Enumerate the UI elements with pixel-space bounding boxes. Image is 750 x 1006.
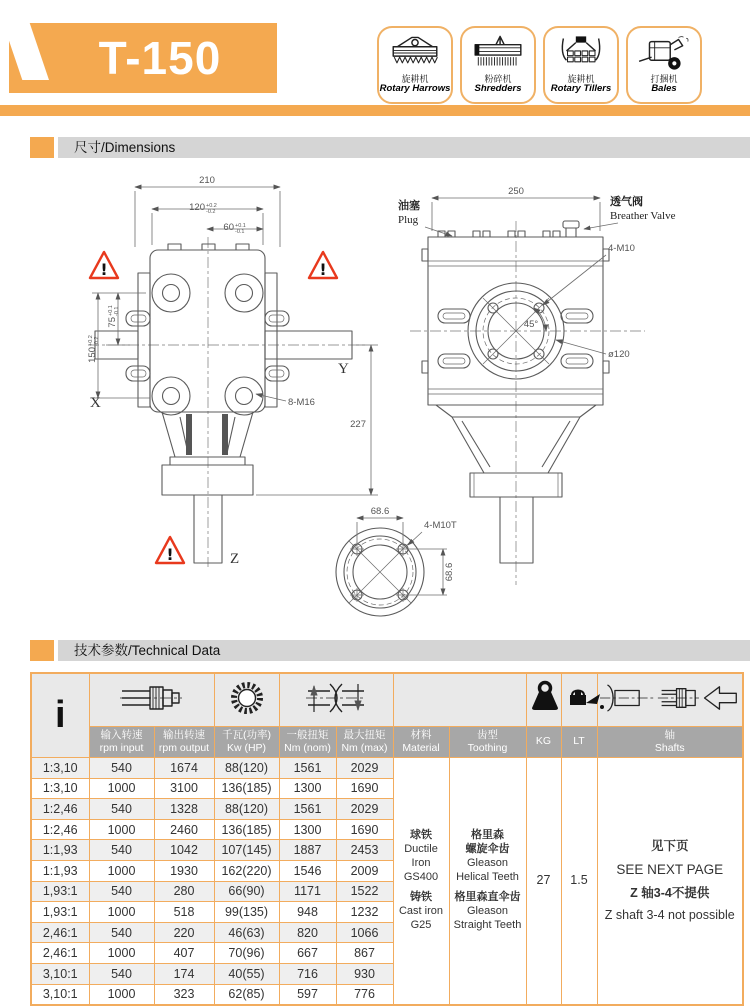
- dimensions-section-title: 尺寸/Dimensions: [58, 137, 750, 158]
- technical-data-table-wrap: [30, 672, 744, 1006]
- model-title: T-150: [98, 32, 222, 84]
- torque-icon: [304, 678, 368, 718]
- table-cell: 540: [89, 922, 154, 943]
- table-cell: 99(135): [214, 902, 279, 923]
- col-kw-hp: 千瓦(功率) Kw (HP): [214, 727, 279, 758]
- table-cell: 2460: [154, 819, 214, 840]
- dimension-drawings: [0, 165, 750, 635]
- table-row: [31, 758, 743, 779]
- application-bales: [626, 26, 702, 104]
- front-bolt-span-dim: [189, 202, 217, 215]
- col-rpm-input: 输入转速 rpm input: [89, 727, 154, 758]
- table-cell: 1232: [336, 902, 393, 923]
- table-cell: 1546: [279, 860, 336, 881]
- front-bolt-label: 8-M16: [288, 397, 315, 408]
- table-cell: 3,10:1: [31, 963, 89, 984]
- table-cell: 1328: [154, 799, 214, 820]
- table-cell: 88(120): [214, 758, 279, 779]
- table-cell: 820: [279, 922, 336, 943]
- table-cell: 1:3,10: [31, 758, 89, 779]
- table-cell: 88(120): [214, 799, 279, 820]
- table-cell: 1300: [279, 819, 336, 840]
- table-cell: 1042: [154, 840, 214, 861]
- plug-label-en: Plug: [398, 214, 419, 226]
- col-lt: LT: [561, 727, 597, 758]
- table-cell: 1930: [154, 860, 214, 881]
- application-rotary-harrows: [377, 26, 453, 104]
- breather-label-zh: 透气阀: [610, 196, 643, 208]
- table-cell: 46(63): [214, 922, 279, 943]
- col-toothing: 齿型 Toothing: [449, 727, 526, 758]
- axis-x-label: X: [90, 395, 101, 411]
- table-cell: 930: [336, 963, 393, 984]
- svg-text:-0.1: -0.1: [235, 228, 245, 235]
- table-cell: 1000: [89, 943, 154, 964]
- torque-icon-cell: [279, 673, 393, 727]
- table-cell: 2,46:1: [31, 943, 89, 964]
- svg-text:+0.2: +0.2: [87, 335, 94, 346]
- technical-data-table: [30, 672, 744, 1006]
- oil-icon-cell: [561, 673, 597, 727]
- section-square-marker: [30, 640, 54, 661]
- table-cell: 1:2,46: [31, 819, 89, 840]
- svg-text:-0.2: -0.2: [206, 208, 216, 215]
- svg-text:-0.2: -0.2: [93, 336, 100, 346]
- table-cell: 323: [154, 984, 214, 1005]
- axis-y-label: Y: [338, 361, 349, 377]
- breather-label-en: Breather Valve: [610, 210, 676, 222]
- rotary-tiller-icon: [553, 33, 609, 73]
- table-cell: 1887: [279, 840, 336, 861]
- svg-text:60: 60: [223, 222, 234, 233]
- technical-section-title: 技术参数/Technical Data: [58, 640, 750, 661]
- accent-bar: [0, 105, 750, 116]
- kg-cell: 27: [526, 758, 561, 1006]
- svg-text:75: 75: [107, 317, 118, 328]
- table-cell: 597: [279, 984, 336, 1005]
- table-cell: 1066: [336, 922, 393, 943]
- table-cell: 1300: [279, 778, 336, 799]
- table-label-row: [31, 727, 743, 758]
- baler-icon: [636, 33, 692, 73]
- table-cell: 1561: [279, 799, 336, 820]
- warning-exclamation: !: [319, 260, 327, 279]
- flange-diameter-label: ø120: [608, 349, 630, 360]
- table-cell: 1171: [279, 881, 336, 902]
- front-view-drawing: [87, 175, 378, 567]
- table-icon-row: [31, 673, 743, 727]
- table-cell: 407: [154, 943, 214, 964]
- table-cell: 2453: [336, 840, 393, 861]
- ratio-corner-header: i: [31, 673, 89, 758]
- side-angle-label: 45°: [523, 319, 539, 330]
- table-cell: 518: [154, 902, 214, 923]
- table-cell: 1000: [89, 984, 154, 1005]
- svg-text:+0.1: +0.1: [235, 222, 246, 229]
- table-cell: 1674: [154, 758, 214, 779]
- application-label-zh: 旋耕机: [401, 74, 429, 84]
- table-cell: 40(55): [214, 963, 279, 984]
- flange-v-dim: 68.6: [444, 562, 455, 582]
- col-nm-max: 最大扭矩 Nm (max): [336, 727, 393, 758]
- application-shredders: [460, 26, 536, 104]
- toothing-cell: 格里森 螺旋伞齿 Gleason Helical Teeth 格里森直伞齿 Gleason Straight Teeth: [449, 758, 526, 1006]
- power-sun-icon: [226, 677, 268, 719]
- front-height-dim: 227: [350, 419, 366, 430]
- col-rpm-output: 输出转速 rpm output: [154, 727, 214, 758]
- application-label-zh: 打捆机: [650, 74, 678, 84]
- front-half-span-dim: [223, 222, 245, 235]
- table-cell: 540: [89, 758, 154, 779]
- front-150-dim: [87, 335, 100, 363]
- table-cell: 540: [89, 881, 154, 902]
- table-cell: 62(85): [214, 984, 279, 1005]
- rotary-harrows-icon: [387, 33, 443, 73]
- table-cell: 2009: [336, 860, 393, 881]
- material-cell: 球铁 Ductile Iron GS400 铸铁 Cast iron G25: [393, 758, 449, 1006]
- side-width-dim: 250: [508, 186, 524, 197]
- svg-text:150: 150: [87, 347, 98, 363]
- table-cell: 136(185): [214, 778, 279, 799]
- svg-text:+0.1: +0.1: [107, 305, 114, 316]
- table-cell: 3100: [154, 778, 214, 799]
- weight-icon: [527, 679, 563, 717]
- table-cell: 1:1,93: [31, 860, 89, 881]
- table-cell: 66(90): [214, 881, 279, 902]
- application-icons: [377, 26, 702, 104]
- application-label-en: Shredders: [474, 83, 522, 95]
- table-cell: 867: [336, 943, 393, 964]
- technical-section-header: [0, 640, 750, 661]
- table-cell: 1000: [89, 819, 154, 840]
- empty-header-cell: [393, 673, 526, 727]
- power-icon-cell: [214, 673, 279, 727]
- output-shafts-icon: [600, 678, 740, 718]
- application-label-zh: 旋耕机: [567, 74, 595, 84]
- front-width-dim: 210: [199, 175, 215, 186]
- table-cell: 107(145): [214, 840, 279, 861]
- application-label-en: Bales: [651, 83, 677, 95]
- input-shaft-icon: [120, 678, 184, 718]
- table-cell: 540: [89, 963, 154, 984]
- table-cell: 1000: [89, 778, 154, 799]
- application-label-en: Rotary Harrows: [379, 83, 451, 95]
- bottom-flange-drawing: [336, 506, 457, 616]
- front-75-dim: [107, 305, 120, 327]
- col-material: 材料 Material: [393, 727, 449, 758]
- flange-bolt-label: 4-M10T: [424, 520, 457, 531]
- col-shafts: 轴 Shafts: [597, 727, 743, 758]
- table-cell: 280: [154, 881, 214, 902]
- table-cell: 220: [154, 922, 214, 943]
- shafts-icon-cell: [597, 673, 743, 727]
- table-cell: 1:3,10: [31, 778, 89, 799]
- svg-text:+0.2: +0.2: [206, 202, 217, 209]
- table-cell: 70(96): [214, 943, 279, 964]
- table-cell: 1000: [89, 902, 154, 923]
- input-shaft-icon-cell: [89, 673, 214, 727]
- table-cell: 1690: [336, 778, 393, 799]
- side-bolt-label: 4-M10: [608, 243, 635, 254]
- col-kg: KG: [526, 727, 561, 758]
- dimensions-section-header: [0, 137, 750, 158]
- shafts-cell: 见下页 SEE NEXT PAGE Z 轴3-4不提供 Z shaft 3-4 not possible: [597, 758, 743, 1006]
- table-cell: 776: [336, 984, 393, 1005]
- application-label-en: Rotary Tillers: [550, 83, 612, 95]
- technical-table-body: [31, 758, 743, 1006]
- table-cell: 1,93:1: [31, 902, 89, 923]
- table-cell: 2,46:1: [31, 922, 89, 943]
- table-cell: 1,93:1: [31, 881, 89, 902]
- table-cell: 948: [279, 902, 336, 923]
- table-cell: 162(220): [214, 860, 279, 881]
- application-rotary-tillers: [543, 26, 619, 104]
- table-cell: 1522: [336, 881, 393, 902]
- lt-cell: 1.5: [561, 758, 597, 1006]
- table-cell: 1561: [279, 758, 336, 779]
- table-cell: 540: [89, 799, 154, 820]
- svg-text:-0.1: -0.1: [113, 306, 120, 316]
- table-cell: 2029: [336, 799, 393, 820]
- svg-text:120: 120: [189, 202, 205, 213]
- section-square-marker: [30, 137, 54, 158]
- table-cell: 1:2,46: [31, 799, 89, 820]
- table-cell: 540: [89, 840, 154, 861]
- model-banner: [9, 23, 277, 93]
- table-cell: 174: [154, 963, 214, 984]
- application-label-zh: 粉碎机: [484, 74, 512, 84]
- warning-exclamation: !: [166, 545, 174, 564]
- table-cell: 667: [279, 943, 336, 964]
- warning-exclamation: !: [100, 260, 108, 279]
- table-cell: 1000: [89, 860, 154, 881]
- plug-label-zh: 油塞: [398, 200, 420, 212]
- table-cell: 3,10:1: [31, 984, 89, 1005]
- axis-z-label: Z: [230, 551, 240, 567]
- table-cell: 1690: [336, 819, 393, 840]
- table-cell: 716: [279, 963, 336, 984]
- flange-h-dim: 68.6: [370, 506, 390, 517]
- col-nm-nom: 一般扭矩 Nm (nom): [279, 727, 336, 758]
- table-cell: 2029: [336, 758, 393, 779]
- table-cell: 1:1,93: [31, 840, 89, 861]
- table-cell: 136(185): [214, 819, 279, 840]
- shredder-icon: [470, 33, 526, 73]
- weight-icon-cell: [526, 673, 561, 727]
